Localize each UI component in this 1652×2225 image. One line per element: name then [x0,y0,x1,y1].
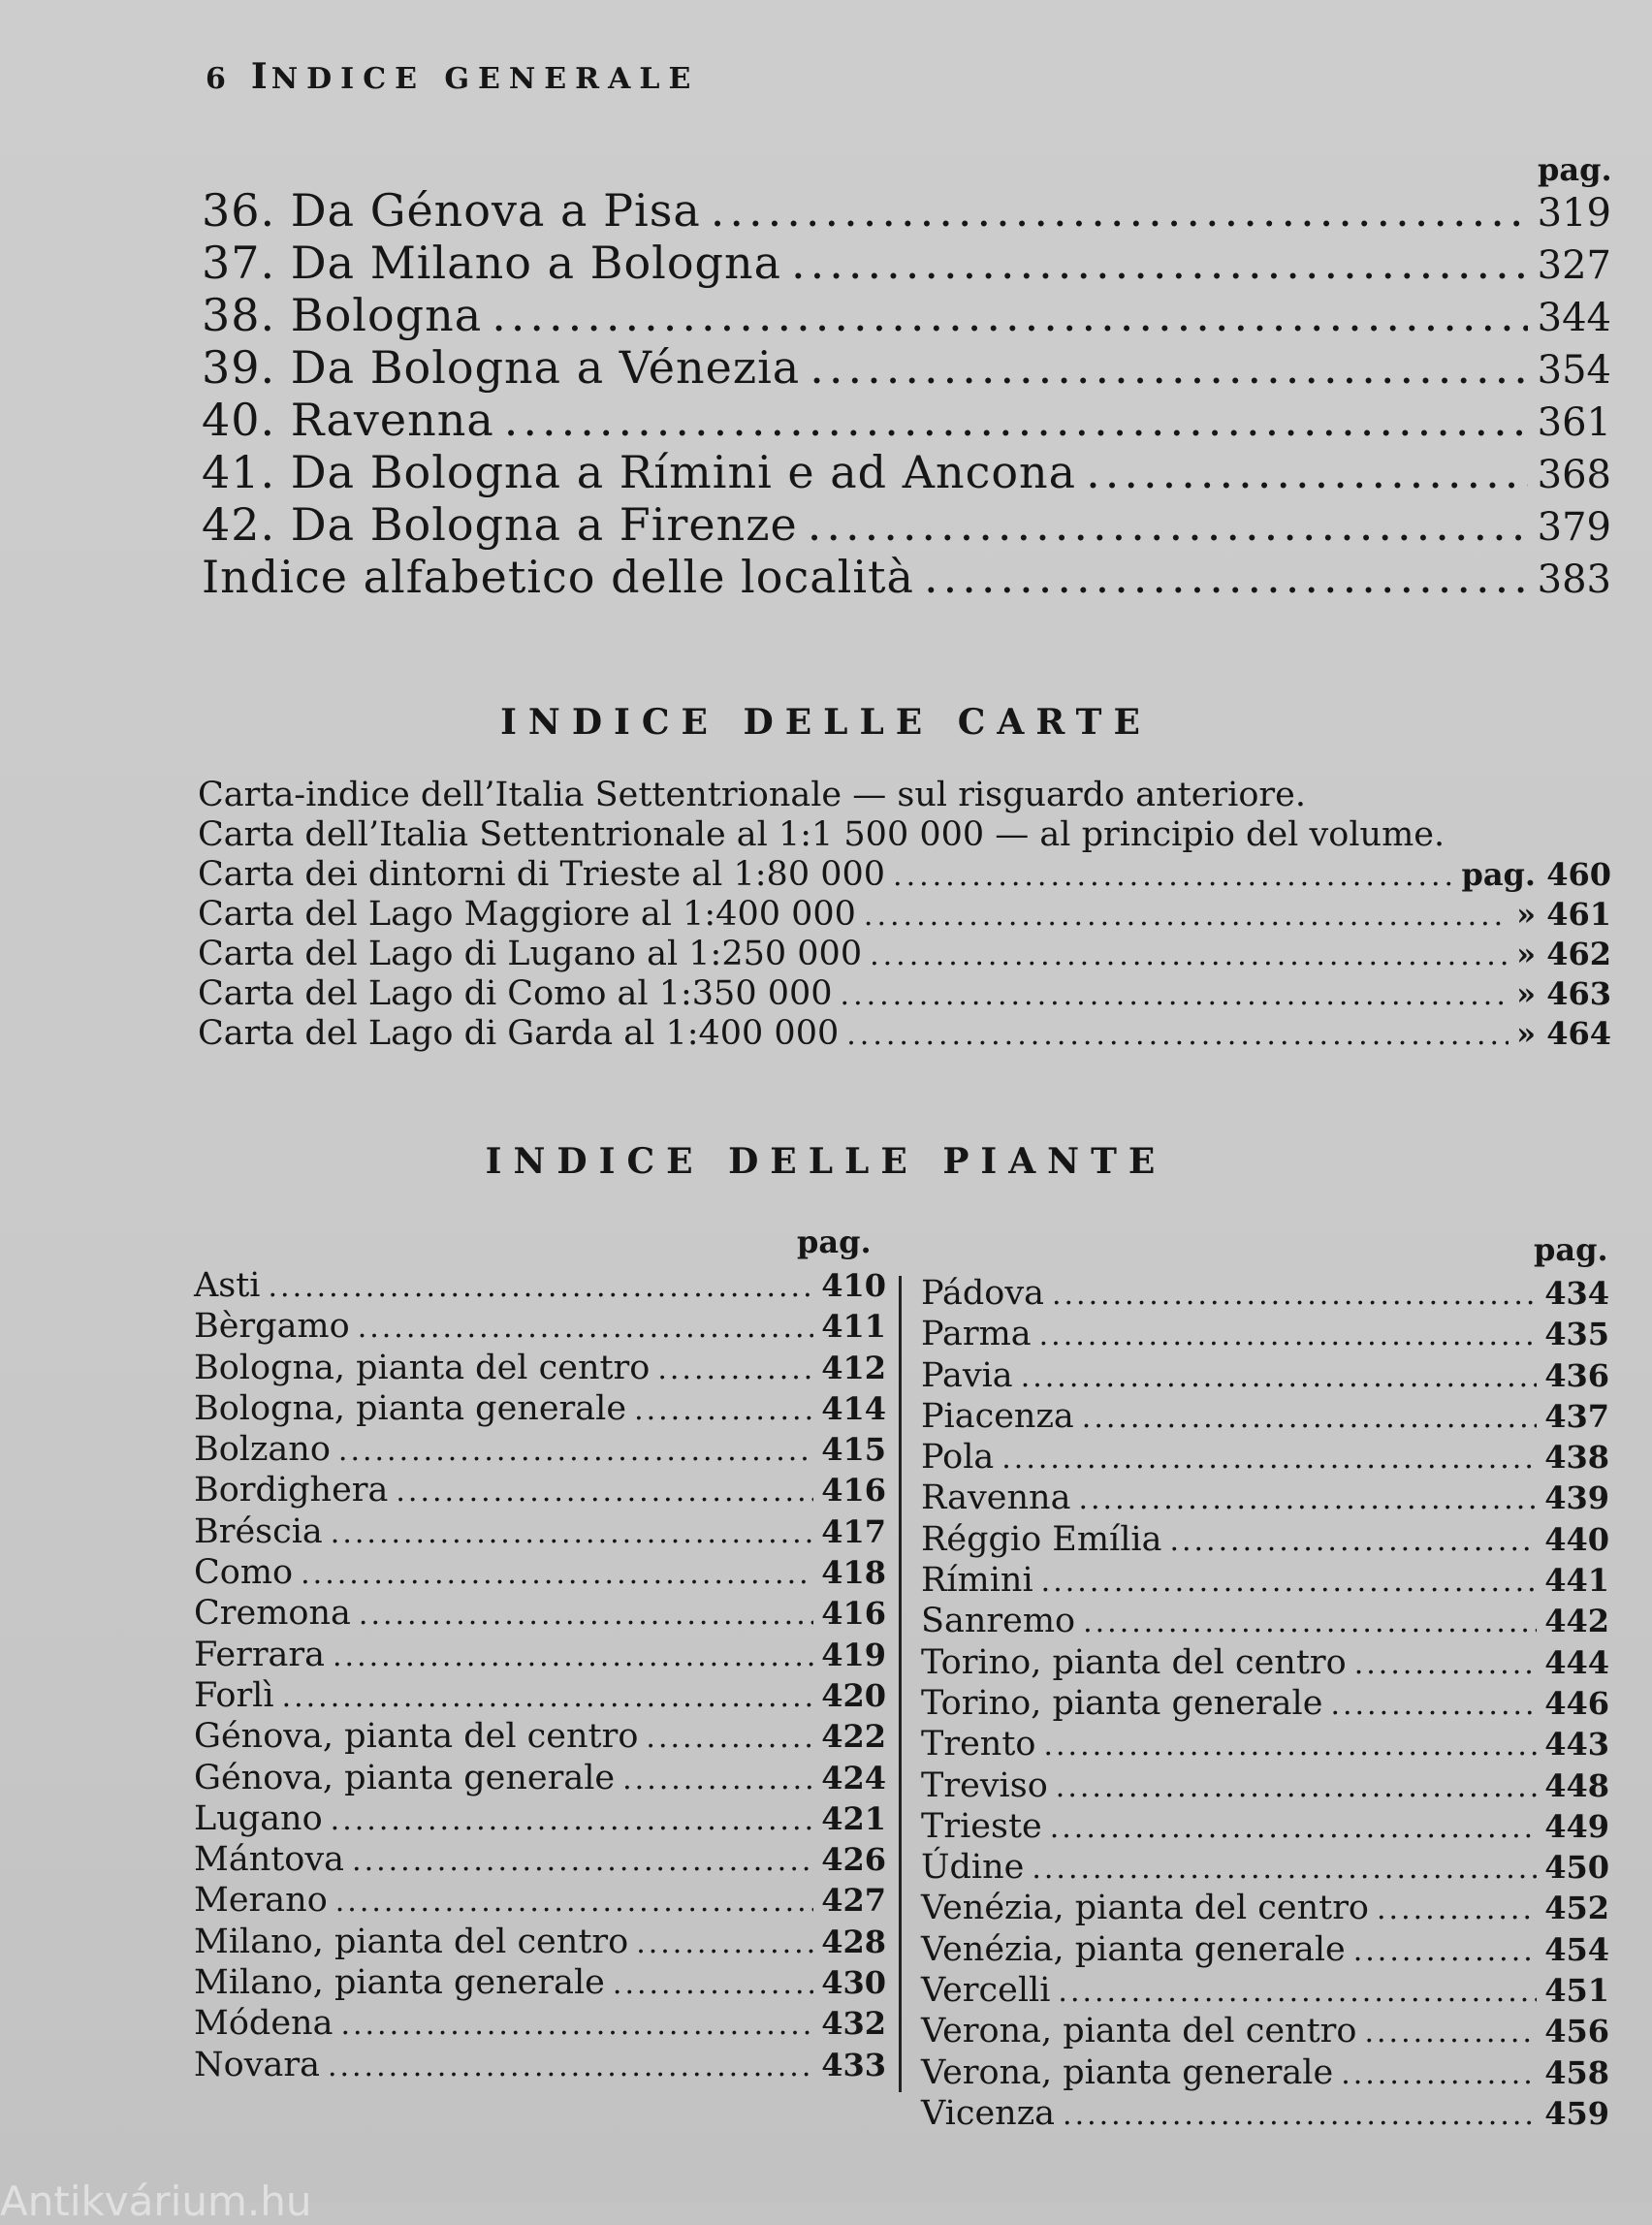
pianta-page: 438 [1544,1439,1609,1477]
leader-dots [1001,1442,1537,1476]
carte-item [198,1014,1611,1054]
pianta-label: Ferrara [194,1635,326,1674]
pianta-item [921,1930,1609,1971]
leader-dots [646,1721,813,1755]
leader-dots [893,859,1453,893]
pianta-page: 415 [821,1431,886,1469]
pianta-label: Trento [921,1725,1036,1764]
toc-label: 40. Ravenna [202,394,494,446]
pianta-page: 456 [1544,2013,1609,2050]
pianta-label: Torino, pianta del centro [921,1642,1347,1682]
pianta-page: 424 [821,1759,886,1796]
carte-label: Carta del Lago di Lugano al 1:250 000 [198,935,863,973]
leader-dots [359,1598,813,1632]
toc-label: Indice alfabetico delle località [202,551,914,603]
pianta-item [921,1684,1609,1725]
carte-item [198,974,1611,1014]
pianta-page: 448 [1544,1766,1609,1804]
running-head-title: NDICE GENERALE [270,62,700,96]
running-head-initial: I [250,56,271,97]
carte-page: » 463 [1516,975,1611,1012]
pianta-item [194,1307,886,1348]
leader-dots [504,394,1528,446]
pag-label-toc: pag. [1538,151,1612,188]
leader-dots [301,1557,813,1591]
carte-label: Carta del Lago Maggiore al 1:400 000 [198,895,856,934]
leader-dots [791,237,1528,289]
leader-dots [1039,1319,1538,1352]
leader-dots [657,1352,813,1386]
leader-dots [810,341,1527,394]
pianta-item [921,1602,1609,1642]
pianta-label: Bologna, pianta generale [194,1388,627,1428]
pianta-item [194,1676,886,1717]
carte-page: » 462 [1516,936,1611,972]
leader-dots [634,1393,813,1427]
carte-label: Carta del Lago di Garda al 1:400 000 [198,1014,840,1053]
leader-dots [1377,1892,1537,1926]
pianta-page: 436 [1544,1356,1609,1394]
leader-dots [340,2008,813,2042]
pianta-label: Vicenza [921,2093,1056,2133]
pianta-page: 416 [821,1595,886,1633]
leader-dots [1041,1565,1538,1599]
carte-intro-text: Carta-indice dell’Italia Settentrionale — sul risguardo anteriore. [198,776,1306,814]
pianta-page: 419 [821,1636,886,1673]
pianta-item [921,1438,1609,1478]
toc-page: 327 [1537,243,1611,288]
pianta-label: Piacenza [921,1396,1074,1436]
pianta-page: 416 [821,1472,886,1510]
leader-dots [358,1311,814,1345]
piante-left-column [194,1266,886,2086]
leader-dots [1354,1647,1537,1681]
pianta-label: Novara [194,2045,320,2084]
carte-page: » 464 [1516,1015,1611,1052]
pianta-item [194,1636,886,1676]
pianta-label: Bolzano [194,1430,331,1470]
carte-page: » 461 [1516,896,1611,933]
pianta-label: Bréscia [194,1511,323,1551]
leader-dots [1330,1688,1537,1722]
pianta-page: 432 [821,2005,886,2043]
leader-dots [924,551,1528,603]
pianta-item [921,1889,1609,1929]
pianta-label: Sanremo [921,1602,1076,1641]
pag-label-left: pag. [797,1224,872,1260]
pianta-item [194,1840,886,1881]
pianta-page: 451 [1544,1972,1609,2010]
pianta-page: 437 [1544,1397,1609,1435]
leader-dots [1169,1524,1537,1558]
leader-dots [711,184,1528,237]
toc-label: 41. Da Bologna a Rímini e ad Ancona [202,446,1077,498]
leader-dots [335,1885,813,1919]
pianta-page: 439 [1544,1479,1609,1517]
pianta-item [921,1766,1609,1807]
pianta-page: 459 [1544,2094,1609,2132]
carte-label: Carta dei dintorni di Trieste al 1:80 000 [198,855,886,894]
pianta-page: 418 [821,1554,886,1592]
pianta-item [921,1561,1609,1602]
pianta-label: Verona, pianta generale [921,2052,1334,2092]
toc-item [202,289,1611,341]
pianta-page: 452 [1544,1890,1609,1927]
carte-item [198,895,1611,935]
toc-page: 361 [1537,400,1611,445]
toc-label: 38. Bologna [202,289,483,341]
leader-dots [1063,2098,1537,2132]
pianta-page: 428 [821,1923,886,1960]
section-title-carte: INDICE DELLE CARTE [500,702,1152,743]
pianta-item [921,1807,1609,1848]
pianta-label: Milano, pianta del centro [194,1922,629,1961]
leader-dots [352,1844,813,1878]
toc-item [202,446,1611,498]
carte-item [198,855,1611,895]
pianta-page: 435 [1544,1316,1609,1353]
leader-dots [1353,1934,1537,1968]
leader-dots [1082,1401,1537,1435]
pianta-label: Cremona [194,1594,351,1634]
pianta-page: 440 [1544,1520,1609,1558]
leader-dots [613,1967,813,2001]
pianta-page: 427 [821,1882,886,1920]
piante-right-column [921,1274,1609,2135]
watermark: Antikvárium.hu [0,2177,312,2225]
leader-dots [1021,1360,1538,1394]
pianta-item [194,1963,886,2004]
pianta-item [194,1881,886,1922]
toc-item [202,341,1611,394]
pianta-page: 421 [821,1799,886,1837]
pianta-label: Venézia, pianta del centro [921,1889,1370,1928]
pianta-page: 446 [1544,1684,1609,1722]
pianta-label: Parma [921,1315,1032,1354]
pianta-label: Vercelli [921,1971,1051,2011]
pianta-item [194,1266,886,1307]
leader-dots [1341,2057,1537,2091]
pianta-label: Torino, pianta generale [921,1683,1323,1723]
leader-dots [846,1018,1509,1052]
pianta-item [921,1520,1609,1561]
leader-dots [1032,1852,1537,1886]
pianta-label: Como [194,1553,294,1593]
pianta-page: 441 [1544,1562,1609,1600]
leader-dots [331,1516,813,1550]
running-head [206,56,699,97]
pianta-label: Údine [921,1848,1025,1888]
carte-item [198,935,1611,974]
pianta-label: Pádova [921,1274,1044,1313]
leader-dots [396,1475,813,1509]
pianta-item [194,1717,886,1758]
pianta-page: 444 [1544,1643,1609,1681]
pianta-page: 414 [821,1389,886,1427]
pianta-label: Mántova [194,1840,345,1880]
toc-item [202,394,1611,446]
leader-dots [331,1803,814,1837]
toc-page: 379 [1537,505,1611,550]
toc-item [202,237,1611,289]
pianta-label: Trieste [921,1806,1042,1846]
pianta-label: Réggio Emília [921,1519,1162,1559]
section-title-piante: INDICE DELLE PIANTE [485,1141,1167,1182]
pianta-item [921,1315,1609,1355]
pianta-item [921,2012,1609,2052]
pianta-label: Bèrgamo [194,1307,350,1347]
pianta-label: Rímini [921,1561,1033,1601]
pianta-item [921,1725,1609,1765]
pianta-label: Asti [194,1266,261,1305]
pianta-page: 442 [1544,1603,1609,1640]
leader-dots [841,978,1509,1012]
toc-page: 319 [1537,191,1611,236]
toc-page: 344 [1537,296,1611,340]
toc-list [202,184,1611,603]
pianta-item [194,1923,886,1963]
pianta-label: Lugano [194,1798,323,1838]
pianta-item [194,1553,886,1594]
pianta-page: 420 [821,1676,886,1714]
leader-dots [1078,1482,1537,1516]
pianta-page: 411 [821,1308,886,1346]
pianta-page: 443 [1544,1726,1609,1764]
pianta-page: 422 [821,1718,886,1756]
pianta-label: Bologna, pianta del centro [194,1348,651,1387]
leader-dots [870,938,1509,972]
pianta-item [194,1594,886,1635]
toc-page: 354 [1537,348,1611,393]
toc-label: 39. Da Bologna a Vénezia [202,341,801,394]
pianta-label: Módena [194,2004,334,2044]
leader-dots [1058,1975,1537,2009]
leader-dots [808,498,1528,551]
carte-intro-line [198,815,1611,855]
carte-page: pag. 460 [1461,856,1611,893]
leader-dots [864,899,1509,933]
pianta-item [194,1389,886,1430]
leader-dots [622,1763,813,1796]
pianta-label: Génova, pianta del centro [194,1717,639,1757]
toc-page: 383 [1537,557,1611,602]
pianta-item [194,2004,886,2045]
leader-dots [1050,1811,1537,1845]
pianta-page: 410 [821,1267,886,1304]
pianta-label: Venézia, pianta generale [921,1929,1346,1969]
pianta-page: 412 [821,1349,886,1386]
leader-dots [636,1926,813,1960]
leader-dots [338,1434,813,1468]
toc-label: 36. Da Génova a Pisa [202,184,701,237]
pianta-item [194,1512,886,1553]
pianta-label: Milano, pianta generale [194,1963,605,2003]
leader-dots [282,1680,814,1714]
toc-item [202,551,1611,603]
pianta-page: 417 [821,1512,886,1550]
column-divider [899,1276,902,2092]
pianta-label: Forlì [194,1675,274,1715]
toc-label: 42. Da Bologna a Firenze [202,498,798,551]
leader-dots [492,289,1527,341]
leader-dots [1056,1770,1537,1804]
pianta-page: 458 [1544,2053,1609,2091]
pianta-page: 430 [821,1964,886,2002]
carte-label: Carta del Lago di Como al 1:350 000 [198,974,833,1013]
pianta-item [921,1274,1609,1315]
pianta-label: Génova, pianta generale [194,1758,616,1797]
pianta-item [921,2094,1609,2135]
pianta-page: 434 [1544,1275,1609,1312]
leader-dots [1083,1605,1537,1639]
pianta-label: Pola [921,1438,995,1478]
pianta-label: Ravenna [921,1478,1071,1518]
carte-list [198,776,1611,1054]
leader-dots [1052,1278,1537,1312]
pianta-item [194,1759,886,1799]
pianta-item [921,1971,1609,2012]
pianta-item [194,1471,886,1511]
pianta-page: 454 [1544,1930,1609,1968]
pianta-item [921,2053,1609,2094]
toc-page: 368 [1537,453,1611,497]
pianta-page: 433 [821,2046,886,2083]
pianta-item [921,1848,1609,1889]
pianta-item [194,1430,886,1471]
pianta-page: 449 [1544,1807,1609,1845]
pianta-label: Verona, pianta del centro [921,2012,1357,2051]
pianta-item [921,1478,1609,1519]
pianta-label: Pavia [921,1355,1013,1395]
leader-dots [269,1270,814,1304]
pianta-page: 450 [1544,1849,1609,1887]
pianta-item [194,2046,886,2086]
pianta-item [921,1397,1609,1438]
pianta-page: 426 [821,1841,886,1879]
leader-dots [1364,2016,1537,2050]
carte-intro-text: Carta dell’Italia Settentrionale al 1:1 500 000 — al principio del volume. [198,815,1446,854]
pianta-label: Treviso [921,1765,1048,1805]
leader-dots [1043,1729,1537,1763]
toc-item [202,498,1611,551]
pag-label-right: pag. [1534,1231,1608,1268]
carte-intro-line [198,776,1611,815]
pianta-item [194,1799,886,1840]
leader-dots [328,2050,813,2083]
pianta-label: Bordighera [194,1471,389,1510]
pianta-item [921,1356,1609,1397]
pianta-label: Merano [194,1881,328,1921]
pianta-item [921,1643,1609,1684]
toc-item [202,184,1611,237]
leader-dots [1086,446,1528,498]
page-number: 6 [206,62,226,96]
pianta-item [194,1349,886,1389]
leader-dots [333,1639,813,1673]
toc-label: 37. Da Milano a Bologna [202,237,782,289]
